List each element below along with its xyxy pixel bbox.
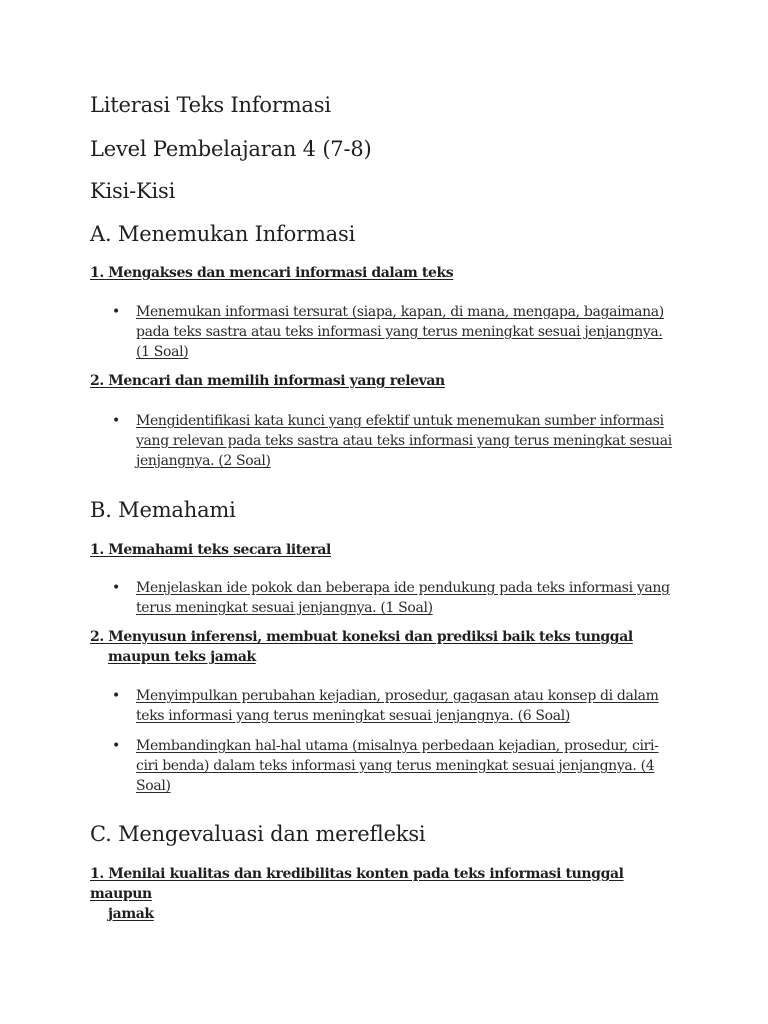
bullet-icon: • bbox=[112, 688, 120, 704]
subsection-b2-heading-line1: 2. Menyusun inferensi, membuat koneksi dan prediksi baik teks tunggal bbox=[90, 629, 633, 645]
bullet-icon: • bbox=[112, 738, 120, 754]
subsection-a1-heading-text: 1. Mengakses dan mencari informasi dalam teks bbox=[90, 265, 454, 281]
list-item[interactable] bbox=[112, 578, 672, 618]
subsection-a2-heading[interactable] bbox=[90, 371, 680, 391]
bullet-icon: • bbox=[112, 580, 120, 596]
list-item[interactable] bbox=[112, 411, 672, 471]
bullet-icon: • bbox=[112, 304, 120, 320]
list-item[interactable] bbox=[112, 686, 672, 726]
bullet-icon: • bbox=[112, 413, 120, 429]
list-item[interactable] bbox=[112, 736, 672, 796]
subsection-a1-heading[interactable] bbox=[90, 263, 680, 283]
list-item-text: Menjelaskan ide pokok dan beberapa ide pendukung pada teks informasi yang terus meningkat sesuai jenjangnya. (1 Soal) bbox=[136, 580, 670, 616]
level-heading: Level Pembelajaran 4 (7-8) bbox=[90, 137, 372, 161]
section-b-heading: B. Memahami bbox=[90, 498, 236, 522]
kisi-heading: Kisi-Kisi bbox=[90, 179, 176, 203]
document-title: Literasi Teks Informasi bbox=[90, 93, 331, 117]
list-item-text: Menemukan informasi tersurat (siapa, kapan, di mana, mengapa, bagaimana) pada teks sastra atau teks informasi yang terus meningkat sesuai jenjangnya. (1 Soal) bbox=[136, 304, 664, 360]
subsection-b2-heading-line2: maupun teks jamak bbox=[108, 649, 256, 665]
list-item-text: Membandingkan hal-hal utama (misalnya perbedaan kejadian, prosedur, ciri-ciri benda) dalam teks informasi yang terus meningkat sesuai jenjangnya. (4 Soal) bbox=[136, 738, 659, 794]
list-item[interactable] bbox=[112, 302, 672, 362]
section-c-heading: C. Mengevaluasi dan merefleksi bbox=[90, 822, 426, 846]
subsection-c1-heading[interactable] bbox=[90, 864, 680, 924]
subsection-b1-heading-text: 1. Memahami teks secara literal bbox=[90, 542, 331, 558]
subsection-b2-heading[interactable] bbox=[90, 627, 680, 667]
list-item-text: Mengidentifikasi kata kunci yang efektif untuk menemukan sumber informasi yang relevan pada teks sastra atau teks informasi yang terus meningkat sesuai jenjangnya. (2 Soal) bbox=[136, 413, 672, 469]
subsection-c1-heading-line1: 1. Menilai kualitas dan kredibilitas konten pada teks informasi tunggal maupun bbox=[90, 866, 624, 902]
subsection-b1-heading[interactable] bbox=[90, 540, 680, 560]
section-a-heading: A. Menemukan Informasi bbox=[90, 222, 356, 246]
subsection-c1-heading-line2: jamak bbox=[108, 906, 154, 922]
list-item-text: Menyimpulkan perubahan kejadian, prosedur, gagasan atau konsep di dalam teks informasi yang terus meningkat sesuai jenjangnya. (6 Soal) bbox=[136, 688, 659, 724]
subsection-a2-heading-text: 2. Mencari dan memilih informasi yang relevan bbox=[90, 373, 445, 389]
